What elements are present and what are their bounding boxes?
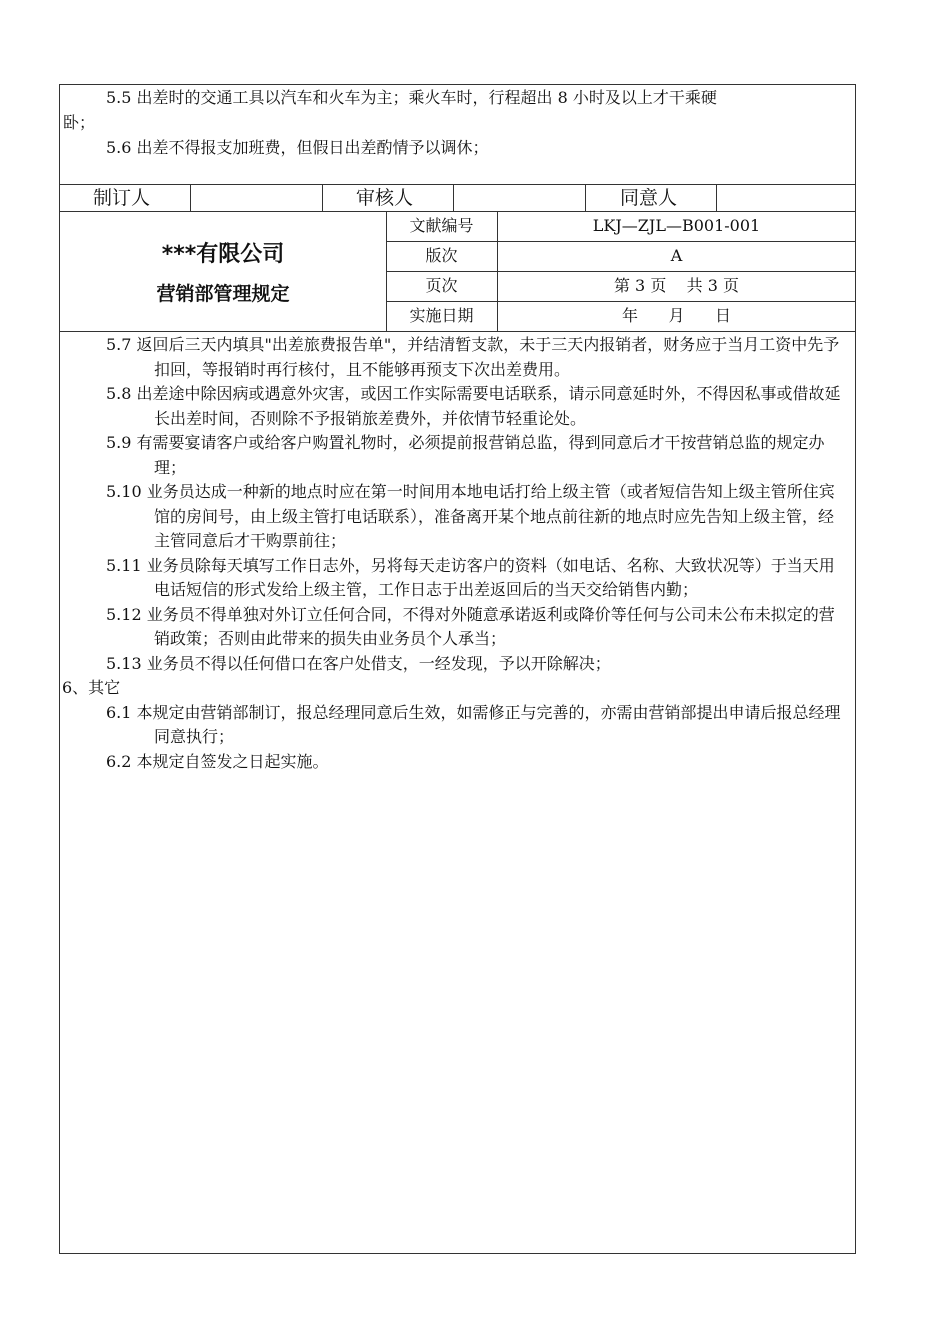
reviewer-label: 审核人 <box>356 187 414 209</box>
item-5-5-line1: 5.5 出差时的交通工具以汽车和火车为主；乘火车时，行程超出 8 小时及以上才干乘硬 <box>106 88 717 107</box>
drafter-label: 制订人 <box>93 187 151 209</box>
list-item <box>58 382 848 431</box>
item-text: 业务员达成一种新的地点时应在第一时间用本地电话打给上级主管（或者短信告知上级主管所住宾馆的房间号，由上级主管打电话联系），准备离开某个地点前往新的地点时应先告知上级主管，经主管同意后才干购票前往； <box>146 482 835 550</box>
list-item <box>58 701 848 750</box>
effective-date-value: 年 月 日 <box>621 306 732 325</box>
list-item <box>58 554 848 603</box>
doc-number-label: 文献编号 <box>409 216 474 235</box>
list-item <box>58 603 848 652</box>
item-text: 本规定由营销部制订，报总经理同意后生效，如需修正与完善的，亦需由营销部提出申请后报总经理同意执行； <box>136 702 841 746</box>
section-6-title: 6、其它 <box>62 678 121 697</box>
list-item <box>58 333 848 382</box>
item-text: 返回后三天内填具"出差旅费报告单"，并结清暂支款，未于三天内报销者，财务应于当月工资中先予扣回，等报销时再行核付，且不能够再预支下次出差费用。 <box>136 335 840 379</box>
company-name: ***有限公司 <box>161 242 285 267</box>
divider <box>716 184 717 211</box>
divider-signature-top <box>59 184 856 185</box>
list-item <box>58 652 848 677</box>
item-number: 6.1 <box>106 702 132 722</box>
page-label: 页次 <box>425 276 458 295</box>
page-value: 第 3 页 共 3 页 <box>613 276 740 295</box>
list-item <box>58 431 848 480</box>
divider <box>322 184 323 211</box>
edition-label: 版次 <box>425 246 458 265</box>
regulation-body <box>58 333 848 774</box>
divider <box>453 184 454 211</box>
item-number: 5.13 <box>106 653 142 673</box>
list-item <box>58 750 848 775</box>
doc-number-value: LKJ—ZJL—B001-001 <box>592 216 761 235</box>
divider <box>190 184 191 211</box>
item-number: 6.2 <box>106 751 132 771</box>
item-text: 有需要宴请客户或给客户购置礼物时，必须提前报营销总监，得到同意后才干按营销总监的规定办理； <box>136 433 825 477</box>
item-5-6: 5.6 出差不得报支加班费，但假日出差酌情予以调休； <box>106 138 489 157</box>
item-number: 5.8 <box>106 384 132 403</box>
doc-title: 营销部管理规定 <box>156 283 290 305</box>
approver-label: 同意人 <box>620 187 678 209</box>
item-text: 本规定自签发之日起实施。 <box>136 751 329 771</box>
item-text: 出差途中除因病或遇意外灾害，或因工作实际需要电话联系，请示同意延时外，不得因私事或借故延长出差时间，否则除不予报销旅差费外，并依情节轻重论处。 <box>136 384 841 428</box>
item-text: 业务员不得单独对外订立任何合同，不得对外随意承诺返利或降价等任何与公司未公布未拟定的营销政策；否则由此带来的损失由业务员个人承当； <box>146 604 835 648</box>
section-5-items <box>58 333 848 676</box>
item-number: 5.9 <box>106 433 132 452</box>
list-item <box>58 480 848 554</box>
item-number: 5.11 <box>106 555 142 575</box>
edition-value: A <box>670 246 683 265</box>
item-number: 5.7 <box>106 335 132 354</box>
divider <box>585 184 586 211</box>
item-5-5-line2: 卧； <box>63 113 96 132</box>
item-number: 5.10 <box>106 482 142 501</box>
effective-date-label: 实施日期 <box>409 306 474 325</box>
item-text: 业务员除每天填写工作日志外，另将每天走访客户的资料（如电话、名称、大致状况等）于当天用电话短信的形式发给上级主管，工作日志于出差返回后的当天交给销售内勤； <box>146 555 835 599</box>
item-text: 业务员不得以任何借口在客户处借支，一经发现，予以开除解决； <box>146 653 611 673</box>
item-number: 5.12 <box>106 604 142 624</box>
section-6-items <box>58 701 848 775</box>
divider-header-bottom <box>59 331 856 332</box>
